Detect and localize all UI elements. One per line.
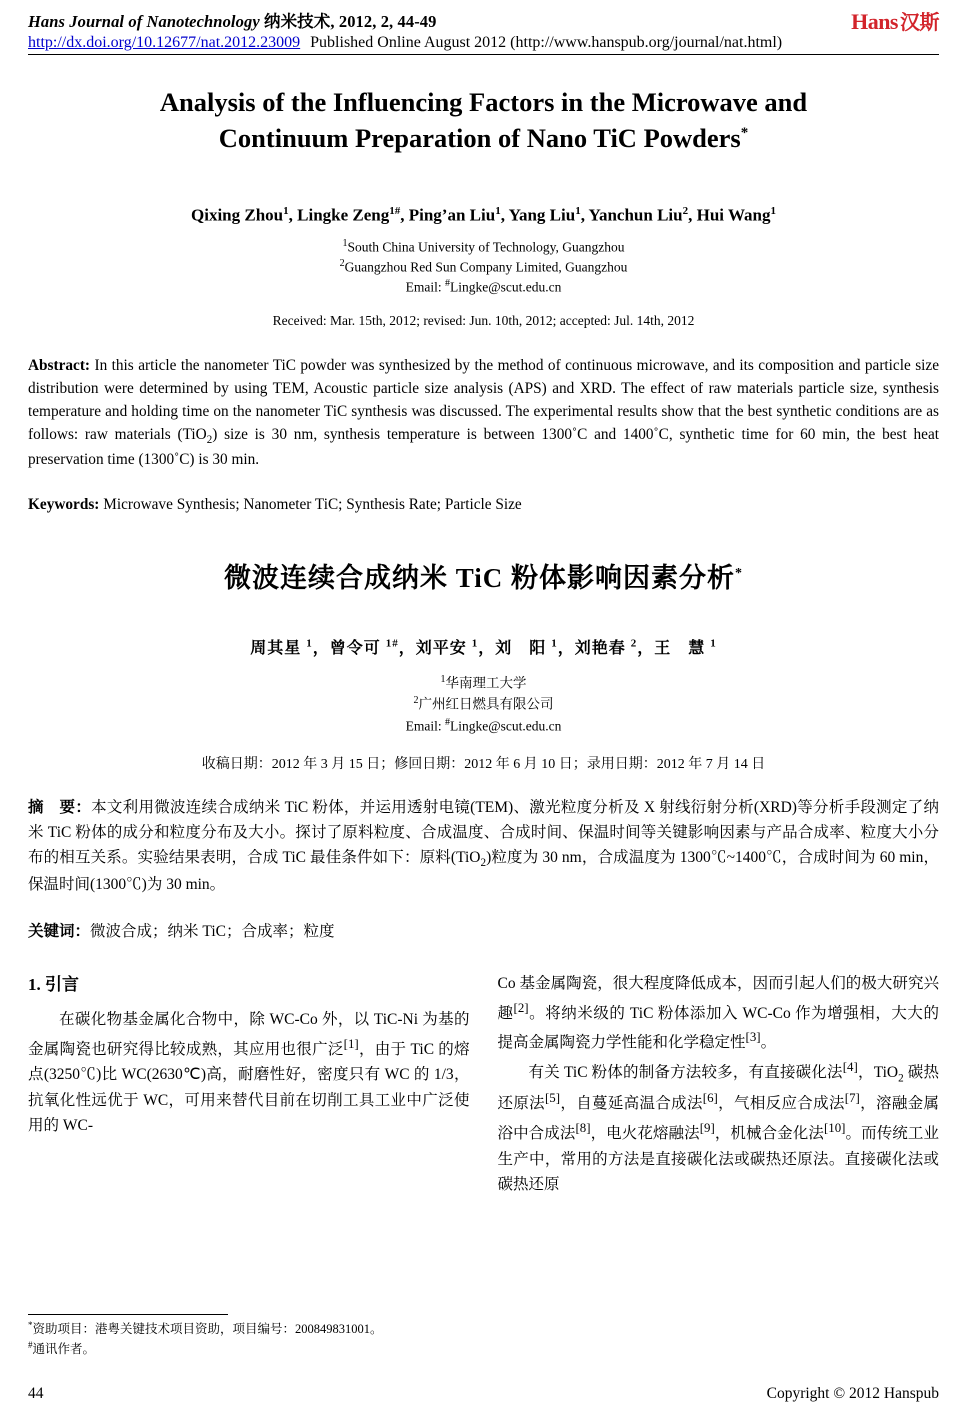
copyright-notice: Copyright © 2012 Hanspub bbox=[766, 1385, 939, 1402]
body-column-left bbox=[28, 971, 470, 1233]
chinese-author-list: 周其星 $^1$，曾令可 $^{1\#}$，刘平安 $^1$，刘 阳 $^1$，刘艳春 $^2$，王 慧 $^1$ bbox=[250, 637, 717, 657]
affiliations bbox=[28, 237, 939, 297]
body-column-right bbox=[498, 971, 940, 1233]
abstract-label: Abstract: bbox=[28, 357, 91, 375]
doi-line bbox=[28, 34, 939, 52]
chinese-affiliation-1-marker: 1 bbox=[440, 673, 446, 685]
header-divider bbox=[28, 54, 939, 55]
doi-link[interactable]: http://dx.doi.org/10.12677/nat.2012.23009 bbox=[28, 34, 301, 51]
affiliation-1-text: South China University of Technology, Guangzhou bbox=[347, 239, 625, 255]
email-marker: # bbox=[444, 278, 450, 290]
footnote-block bbox=[28, 1314, 470, 1359]
body-columns bbox=[28, 971, 939, 1233]
title-line-1: Analysis of the Influencing Factors in the Microwave and bbox=[159, 87, 808, 117]
hans-logo-cn: 汉斯 bbox=[900, 12, 939, 34]
footnote-line-1 bbox=[28, 1319, 470, 1339]
footnote-line-2 bbox=[28, 1339, 470, 1359]
chinese-abstract-text: 本文利用微波连续合成纳米 TiC 粉体，并运用透射电镜(TEM)、激光粒度分析及 X 射线衍射分析(XRD)等分析手段测定了纳米 TiC 粉体的成分和粒度分布及大小。探讨了原料粒度、合成温度、合成时间、保温时间等关键影响因素与产品合成率、粒度大小分布的相互关系。实验结果表明，合成 TiC 最佳条件如下：原料(TiO$_2$)粒度为 30 nm，合成温度为 1300℃~1400℃，合成时间为 60 min，保温时间(1300℃)为 30 min。 bbox=[28, 798, 940, 894]
section-heading-introduction: 1. 引言 bbox=[28, 975, 79, 995]
chinese-keywords-block bbox=[28, 919, 939, 941]
chinese-keywords-label: 关键词： bbox=[28, 923, 91, 941]
email-address: Lingke@scut.edu.cn bbox=[449, 279, 562, 295]
email-label: Email: bbox=[405, 279, 445, 295]
chinese-abstract-block bbox=[28, 795, 939, 897]
chinese-affiliations bbox=[28, 672, 939, 737]
chinese-affiliation-2 bbox=[28, 693, 939, 715]
affiliation-1 bbox=[28, 237, 939, 257]
chinese-title-text: 微波连续合成纳米 TiC 粉体影响因素分析 bbox=[223, 562, 736, 593]
journal-title: Hans Journal of Nanotechnology bbox=[28, 12, 260, 31]
paragraph-right-2: 有关 TiC 粉体的制备方法较多，有直接碳化法[4]，TiO$_2$ 碳热还原法[5]，自蔓延高温合成法[6]，气相反应合成法[7]，溶融金属浴中合成法[8]，电火花熔融法[9]，机械合金化法[10]。而传统工业生产中，常用的方法是直接碳化法或碳热还原法。直接碳化法或碳热还原 bbox=[497, 1058, 939, 1194]
chinese-corresponding-email bbox=[28, 715, 939, 737]
paragraph-right-1: Co 基金属陶瓷，很大程度降低成本，因而引起人们的极大研究兴趣[2]。将纳米级的 TiC 粉体添加入 WC-Co 作为增强相，大大的提高金属陶瓷力学性能和化学稳定性[3]。 bbox=[497, 975, 939, 1052]
running-head bbox=[28, 8, 939, 52]
hans-logo-latin: Hans bbox=[851, 9, 898, 34]
chinese-affiliation-1 bbox=[28, 672, 939, 694]
affiliation-1-marker: 1 bbox=[342, 238, 348, 250]
chinese-affiliation-1-text: 华南理工大学 bbox=[445, 675, 527, 691]
chinese-email-label: Email: bbox=[405, 718, 445, 734]
footnote-1-marker: * bbox=[28, 1320, 33, 1331]
submission-dates: Received: Mar. 15th, 2012; revised: Jun. 10th, 2012; accepted: Jul. 14th, 2012 bbox=[272, 313, 695, 329]
hans-logo bbox=[851, 6, 939, 35]
chinese-affiliation-2-text: 广州红日燃具有限公司 bbox=[418, 696, 554, 712]
footnote-2-text: 通讯作者。 bbox=[32, 1342, 96, 1357]
affiliation-2-text: Guangzhou Red Sun Company Limited, Guangzhou bbox=[344, 259, 628, 275]
author-list: Qixing Zhou$^1$, Lingke Zeng$^{1\#}$, Ping’an Liu$^1$, Yang Liu$^1$, Yanchun Liu$^2$, Hui Wang$^1$ bbox=[191, 204, 776, 225]
title-line-2: Continuum Preparation of Nano TiC Powders bbox=[218, 122, 741, 153]
published-online-note: Published Online August 2012 (http://www.hanspub.org/journal/nat.html) bbox=[310, 34, 783, 51]
paragraph-left-1: 在碳化物基金属化合物中，除 WC-Co 外，以 TiC-Ni 为基的金属陶瓷也研究得比较成熟，其应用也很广泛[1]，由于 TiC 的熔点(3250℃)比 WC(2630℃)高，耐磨性好，密度只有 WC 的 1/3，抗氧化性远优于 WC，可用来替代目前在切削工具工业中广泛使用的 WC- bbox=[28, 1011, 470, 1135]
corresponding-email bbox=[28, 277, 939, 297]
affiliation-2 bbox=[28, 257, 939, 277]
abstract-text: In this article the nanometer TiC powder was synthesized by the method of continuous microwave, and its composition and particle size distribution were determined by using TEM, Acoustic particle size analysis (APS) and XRD. The effect of raw materials particle size, synthesis temperature and holding time on the nanometer TiC synthesis was discussed. The experimental results show that the best synthetic conditions are as follows: raw materials (TiO$_2$) size is 30 nm, synthesis temperature is between 1300˚C and 1400˚C, synthetic time for 60 min, the best heat preservation time (1300˚C) is 30 min. bbox=[28, 357, 939, 468]
chinese-keywords-text: 微波合成；纳米 TiC；合成率；粒度 bbox=[90, 923, 335, 941]
chinese-email-address: Lingke@scut.edu.cn bbox=[449, 718, 562, 734]
chinese-title-footnote-marker: * bbox=[735, 565, 744, 581]
footnote-1-text: 资助项目：港粤关键技术项目资助，项目编号：200849831001。 bbox=[32, 1322, 383, 1337]
footnote-2-marker: # bbox=[28, 1340, 33, 1351]
title-footnote-marker: * bbox=[740, 124, 749, 141]
page-title bbox=[28, 85, 939, 157]
chinese-title bbox=[28, 556, 939, 595]
page-footer bbox=[28, 1385, 939, 1403]
chinese-email-marker: # bbox=[444, 717, 450, 729]
abstract-block bbox=[28, 355, 939, 471]
chinese-affiliation-2-marker: 2 bbox=[413, 695, 419, 707]
keywords-label: Keywords: bbox=[28, 495, 100, 513]
page-number: 44 bbox=[28, 1385, 44, 1402]
keywords-block bbox=[28, 496, 939, 514]
chinese-submission-dates: 收稿日期：2012 年 3 月 15 日；修回日期：2012 年 6 月 10 日；录用日期：2012 年 7 月 14 日 bbox=[201, 756, 766, 772]
journal-line bbox=[28, 8, 939, 32]
keywords-text: Microwave Synthesis; Nanometer TiC; Synthesis Rate; Particle Size bbox=[99, 495, 522, 513]
chinese-abstract-label: 摘 要： bbox=[28, 798, 92, 816]
affiliation-2-marker: 2 bbox=[339, 258, 345, 270]
footnote-divider bbox=[28, 1314, 228, 1315]
journal-issue: , 2012, 2, 44-49 bbox=[330, 12, 437, 31]
journal-title-cn: 纳米技术 bbox=[263, 12, 331, 31]
